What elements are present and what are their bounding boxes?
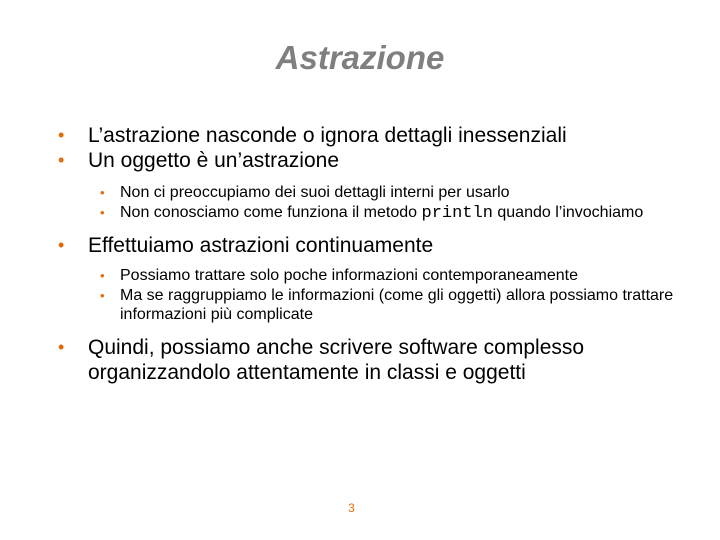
slide-title: Astrazione: [275, 39, 445, 76]
bullet-icon: •: [58, 336, 65, 357]
sub-bullet-icon: •: [100, 204, 105, 220]
sub-bullet-text: [120, 204, 643, 221]
bullet-item: [58, 233, 678, 258]
sub-bullet-item: [100, 266, 678, 286]
sub-bullet-icon: •: [100, 287, 105, 303]
bullet-icon: •: [58, 150, 65, 170]
bullet-text: L’astrazione nasconde o ignora dettagli inessenziali: [88, 124, 567, 147]
sub-bullet-text-part: quando l’invochiamo: [492, 203, 644, 221]
sub-bullet-icon: •: [100, 185, 105, 200]
sub-bullet-text: Ma se raggruppiamo le informazioni (come gli oggetti) allora possiamo trattare informazioni più complicate: [120, 286, 674, 323]
sub-bullet-text-part: Non conosciamo come funziona il metodo: [120, 203, 422, 221]
sub-bullet-icon: •: [100, 268, 105, 283]
bullet-text: Quindi, possiamo anche scrivere software complesso organizzandolo attentamente in classi e oggetti: [88, 335, 585, 384]
sub-bullet-item: [100, 203, 678, 224]
bullet-icon: •: [58, 125, 65, 145]
bullet-text: Un oggetto è un’astrazione: [88, 149, 340, 172]
sub-bullet-text: Possiamo trattare solo poche informazioni contemporaneamente: [120, 267, 579, 284]
code-text: println: [421, 203, 493, 223]
sub-bullet-text: Non ci preoccupiamo dei suoi dettagli interni per usarlo: [120, 184, 510, 201]
bullet-list: [58, 123, 678, 385]
bullet-item: [58, 123, 678, 148]
bullet-icon: •: [58, 235, 65, 255]
sub-bullet-item: [100, 286, 678, 325]
bullet-text: Effettuiamo astrazioni continuamente: [88, 234, 434, 257]
bullet-item: [58, 148, 678, 173]
bullet-item: [58, 335, 678, 385]
page-number: 3: [348, 501, 355, 515]
sub-bullet-item: [100, 183, 678, 203]
